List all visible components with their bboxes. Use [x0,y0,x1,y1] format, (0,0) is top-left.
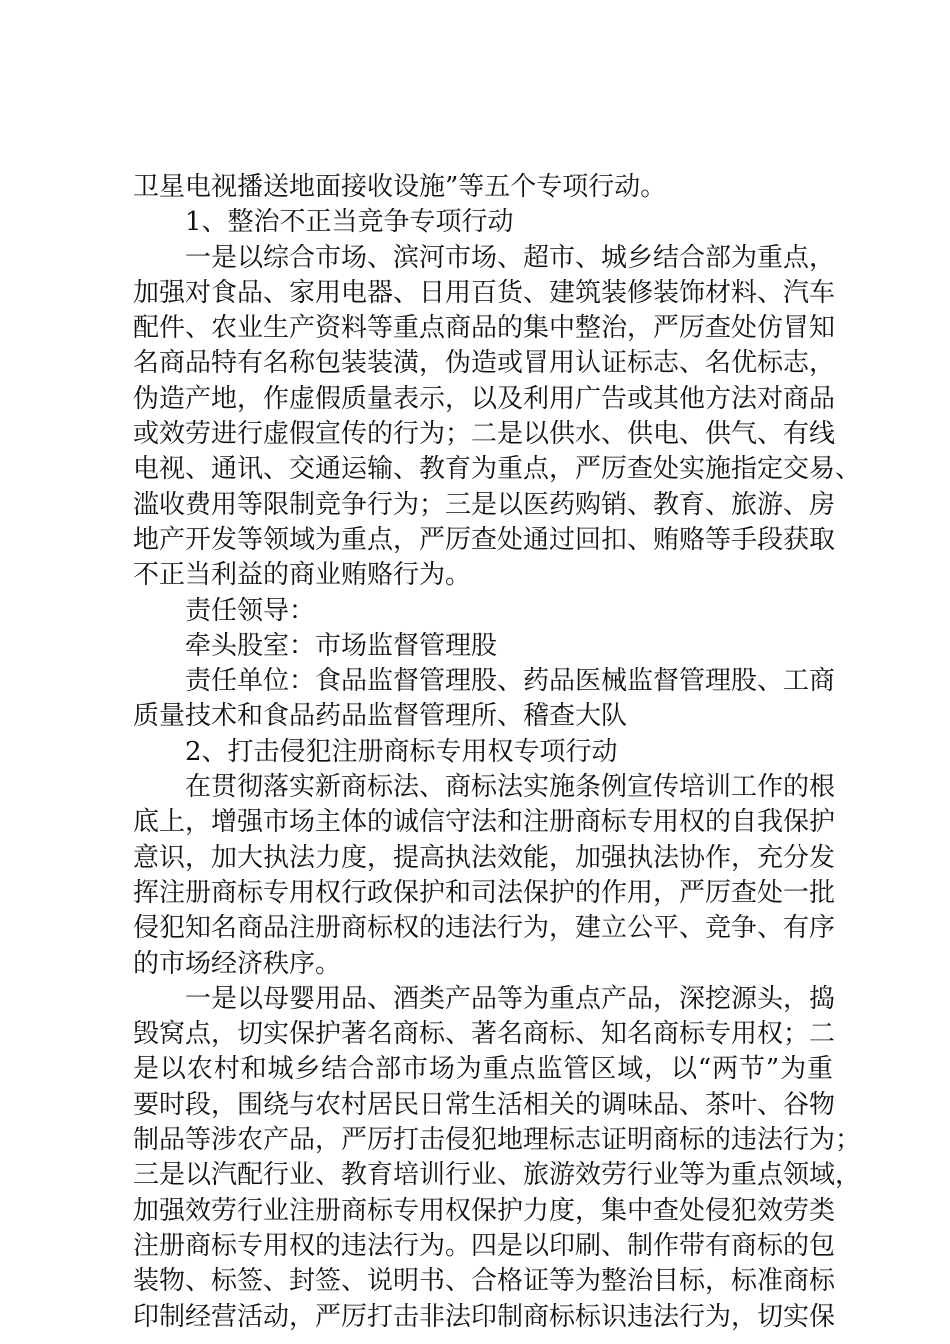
text-line: 卫星电视播送地面接收设施”等五个专项行动。 [133,172,667,202]
text-line: 配件、农业生产资料等重点商品的集中整治，严厉查处仿冒知 [133,313,836,344]
text-line: 加强对食品、家用电器、日用百货、建筑装修装饰材料、汽车 [133,277,836,308]
text-line: 名商品特有名称包装装潢，伪造或冒用认证标志、名优标志， [133,348,836,379]
text-line: 注册商标专用权的违法行为。四是以印刷、制作带有商标的包 [133,1230,836,1261]
document-body [133,170,862,1335]
text-line: 质量技术和食品药品监督管理所、稽查大队 [133,701,628,732]
text-line: 侵犯知名商品注册商标权的违法行为，建立公平、竞争、有序 [133,913,836,944]
text-line: 一是以综合市场、滨河市场、超市、城乡结合部为重点， [185,242,836,273]
text-line: 意识，加大执法力度，提高执法效能，加强执法协作，充分发 [133,842,836,873]
text-line: 电视、通讯、交通运输、教育为重点，严厉查处实施指定交易、 [133,454,862,485]
text-line: 1、整治不正当竞争专项行动 [185,207,514,238]
text-line: 一是以母婴用品、酒类产品等为重点产品，深挖源头，捣 [185,983,836,1014]
text-line: 伪造产地，作虚假质量表示，以及利用广告或其他方法对商品 [133,383,836,414]
text-line: 不正当利益的商业贿赂行为。 [133,560,472,591]
text-line: 2、打击侵犯注册商标专用权专项行动 [185,736,618,767]
text-line: 责任单位：食品监督管理股、药品医械监督管理股、工商 [185,666,836,697]
text-line: 牵头股室：市场监督管理股 [185,630,498,661]
text-line: 挥注册商标专用权行政保护和司法保护的作用，严厉查处一批 [133,877,836,908]
text-line: 是以农村和城乡结合部市场为重点监管区域，以“两节”为重 [133,1054,833,1085]
text-line: 要时段，围绕与农村居民日常生活相关的调味品、茶叶、谷物 [133,1089,836,1120]
text-line: 加强效劳行业注册商标专用权保护力度，集中查处侵犯效劳类 [133,1195,836,1226]
text-line: 印制经营活动，严厉打击非法印制商标标识违法行为，切实保 [133,1301,836,1332]
text-line: 或效劳进行虚假宣传的行为；二是以供水、供电、供气、有线 [133,419,836,450]
text-line: 在贯彻落实新商标法、商标法实施条例宣传培训工作的根 [185,772,836,803]
text-line: 地产开发等领域为重点，严厉查处通过回扣、贿赂等手段获取 [133,524,836,555]
text-line: 的市场经济秩序。 [133,948,342,979]
text-line: 装物、标签、封签、说明书、合格证等为整治目标，标准商标 [133,1266,836,1297]
text-line: 责任领导： [185,595,316,626]
text-line: 底上，增强市场主体的诚信守法和注册商标专用权的自我保护 [133,807,836,838]
text-line: 滥收费用等限制竞争行为；三是以医药购销、教育、旅游、房 [133,489,836,520]
text-line: 制品等涉农产品，严厉打击侵犯地理标志证明商标的违法行为； [133,1125,862,1156]
text-line: 毁窝点，切实保护著名商标、著名商标、知名商标专用权；二 [133,1019,836,1050]
text-line: 三是以汽配行业、教育培训行业、旅游效劳行业等为重点领域， [133,1160,862,1191]
